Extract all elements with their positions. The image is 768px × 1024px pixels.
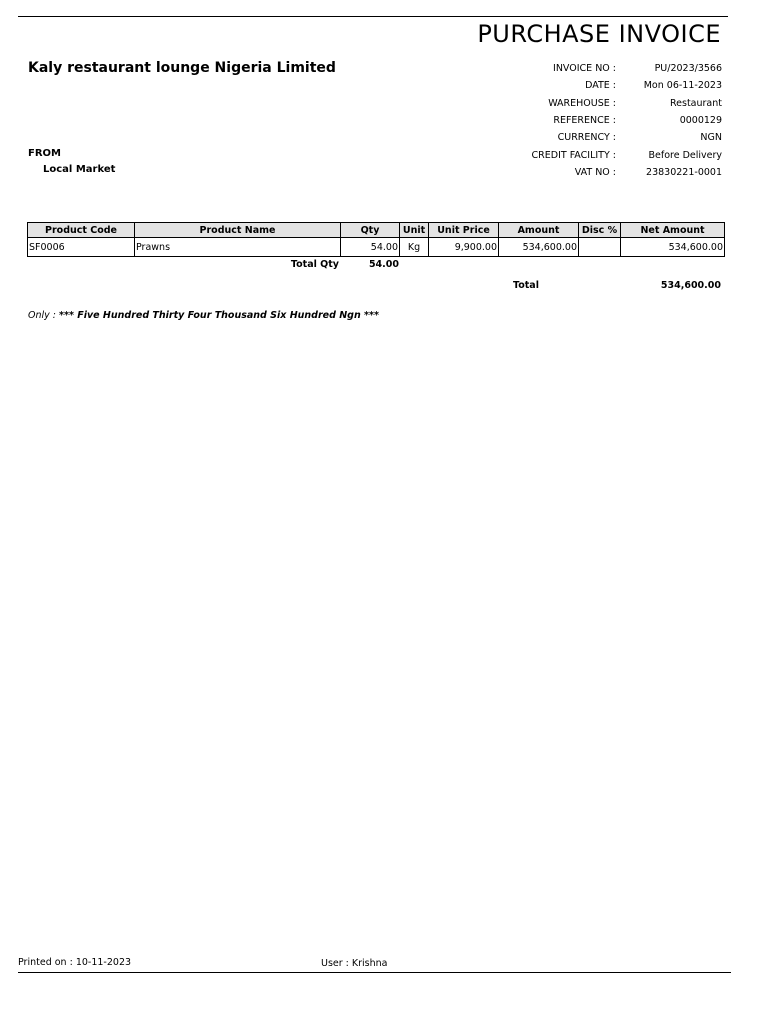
cell-amount: 534,600.00 (499, 238, 579, 257)
meta-label: CREDIT FACILITY : (531, 149, 616, 161)
amount-in-words-prefix: Only : (28, 310, 60, 321)
meta-label: WAREHOUSE : (548, 97, 616, 109)
meta-value: Mon 06-11-2023 (643, 80, 722, 92)
total-label: Total (513, 280, 539, 291)
amount-in-words-text: *** Five Hundred Thirty Four Thousand Six Hundred Ngn *** (59, 310, 379, 321)
items-table (27, 222, 725, 257)
amount-in-words (28, 310, 379, 321)
column-header: Qty (341, 223, 400, 238)
meta-value: 23830221-0001 (646, 166, 722, 178)
meta-warehouse (500, 95, 722, 112)
meta-label: CURRENCY : (557, 132, 616, 144)
total-qty-label: Total Qty (290, 259, 339, 270)
column-header: Product Name (135, 223, 341, 238)
total-qty-value: 54.00 (368, 259, 399, 270)
meta-value: Before Delivery (648, 149, 722, 161)
column-header: Unit Price (429, 223, 499, 238)
meta-value: PU/2023/3566 (654, 63, 722, 75)
total-value: 534,600.00 (660, 280, 721, 291)
cell-product-code: SF0006 (28, 238, 135, 257)
meta-vat-no (500, 164, 722, 181)
from-label: FROM (28, 148, 61, 159)
document-title: PURCHASE INVOICE (477, 20, 721, 48)
meta-invoice-no (500, 60, 722, 77)
column-header: Product Code (28, 223, 135, 238)
cell-qty: 54.00 (341, 238, 400, 257)
bottom-divider (18, 972, 731, 973)
column-header: Disc % (579, 223, 621, 238)
column-header: Amount (499, 223, 579, 238)
supplier-name: Local Market (43, 164, 116, 175)
invoice-meta (500, 60, 722, 181)
company-name: Kaly restaurant lounge Nigeria Limited (28, 60, 336, 76)
meta-reference (500, 112, 722, 129)
meta-value: NGN (700, 132, 722, 144)
meta-value: 0000129 (679, 115, 722, 127)
cell-net-amount: 534,600.00 (621, 238, 725, 257)
cell-unit-price: 9,900.00 (429, 238, 499, 257)
printed-by-user: User : Krishna (321, 958, 388, 969)
printed-on: Printed on : 10-11-2023 (18, 957, 132, 968)
column-header: Unit (400, 223, 429, 238)
table-row (28, 238, 725, 257)
meta-label: VAT NO : (574, 166, 616, 178)
column-header: Net Amount (621, 223, 725, 238)
meta-value: Restaurant (669, 97, 722, 109)
cell-unit: Kg (400, 238, 429, 257)
cell-product-name: Prawns (135, 238, 341, 257)
top-divider (18, 16, 728, 17)
table-header-row (28, 223, 725, 238)
meta-credit-facility (500, 146, 722, 163)
cell-disc (579, 238, 621, 257)
meta-date (500, 77, 722, 94)
meta-currency (500, 129, 722, 146)
meta-label: REFERENCE : (553, 115, 616, 127)
meta-label: INVOICE NO : (553, 63, 616, 75)
meta-label: DATE : (585, 80, 616, 92)
